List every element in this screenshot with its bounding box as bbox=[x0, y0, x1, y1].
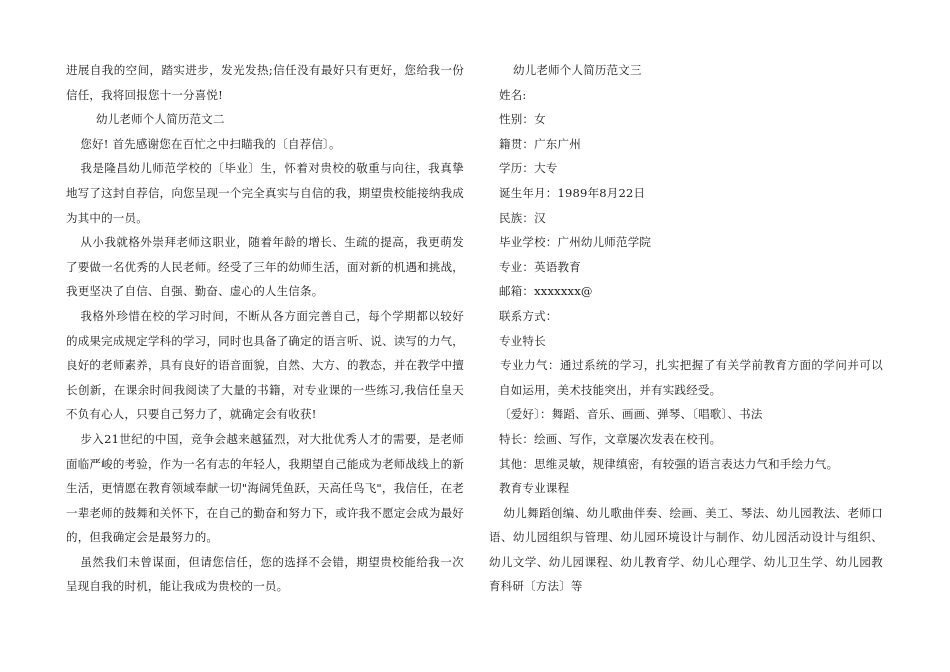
field-major: 专业：英语教育 bbox=[499, 259, 581, 274]
field-ethnicity: 民族：汉 bbox=[499, 210, 546, 225]
continued-paragraph: 进展自我的空间，踏实进步，发光发热;信任没有最好只有更好，您给我一份信任，我将回报您十一分喜悦! bbox=[66, 63, 464, 102]
courses-heading: 教育专业课程 bbox=[499, 481, 570, 496]
left-column bbox=[66, 58, 464, 599]
skill-paragraph: 专业力气：通过系统的学习，扎实把握了有关学前教育方面的学问并可以自如运用，美术技能突出，并有实践经受。 bbox=[499, 358, 883, 397]
field-education: 学历：大专 bbox=[499, 161, 558, 176]
section-title-2: 幼儿老师个人简历范文二 bbox=[96, 112, 225, 127]
paragraph-4: 步入21世纪的中国，竞争会越来越猛烈，对大批优秀人才的需要，是老师面临严峻的考验，作为一名有志的年轻人，我期望自己能成为老师战线上的新生活，更情愿在教育领域奉献一切"海阔凭鱼跃，天高任鸟飞"，我信任，在老一辈老师的鼓舞和关怀下，在自己的勤奋和努力下，或许我不愿定会成为最好的，但我确定会是最努力的。 bbox=[66, 431, 464, 545]
field-gender: 性别：女 bbox=[499, 112, 546, 127]
strengths-line: 特长：绘画、写作，文章屡次发表在校刊。 bbox=[499, 431, 722, 446]
field-school: 毕业学校：广州幼儿师范学院 bbox=[499, 235, 652, 250]
field-birth: 诞生年月：1989年8月22日 bbox=[499, 185, 646, 200]
field-email: 邮箱：xxxxxxx@ bbox=[499, 284, 593, 299]
paragraph-5: 虽然我们未曾谋面，但请您信任，您的选择不会错，期望贵校能给我一次呈现自我的时机，能让我成为贵校的一员。 bbox=[66, 554, 464, 594]
others-line: 其他：思维灵敏，规律缜密，有较强的语言表达力气和手绘力气。 bbox=[499, 456, 839, 471]
greeting-line: 您好! 首先感谢您在百忙之中扫瞄我的〔自荐信〕。 bbox=[80, 136, 341, 151]
specialty-heading: 专业特长 bbox=[499, 333, 546, 348]
section-title-3: 幼儿老师个人简历范文三 bbox=[513, 63, 642, 77]
paragraph-3: 我格外珍惜在校的学习时间，不断从各方面完善自己，每个学期都以较好的成果完成规定学科的学习，同时也具备了确定的语言听、说、读写的力气，良好的老师素养，具有良好的语音面貌，自然、大方、的教态，并在教学中擅长创新，在课余时间我阅读了大量的书籍，对专业课的一些练习,我信任皇天不负有心人，只要自己努力了，就确定会有收获! bbox=[66, 308, 464, 422]
field-name: 姓名: bbox=[499, 87, 527, 102]
right-column bbox=[489, 58, 883, 599]
hobbies-line: 〔爱好〕：舞蹈、音乐、画画、弹琴、〔唱歌〕、书法 bbox=[499, 407, 763, 422]
paragraph-2: 从小我就格外崇拜老师这职业，随着年龄的增长、生疏的提高，我更萌发了要做一名优秀的人民老师。经受了三年的幼师生活，面对新的机遇和挑战，我更坚决了自信、自强、勤奋、虚心的人生信条。 bbox=[66, 235, 464, 299]
courses-paragraph: 幼儿舞蹈创编、幼儿歌曲伴奏、绘画、美工、琴法、幼儿园教法、老师口语、幼儿园组织与管理、幼儿园环境设计与制作、幼儿园活动设计与组织、幼儿文学、幼儿园课程、幼儿教育学、幼儿心理学、幼儿卫生学、幼儿园教育科研〔方法〕等 bbox=[489, 505, 883, 594]
field-hometown: 籍贯：广东广州 bbox=[499, 136, 581, 151]
paragraph-1: 我是隆昌幼儿师范学校的〔毕业〕生，怀着对贵校的敬重与向往，我真挚地写了这封自荐信，向您呈现一个完全真实与自信的我，期望贵校能接纳我成为其中的一员。 bbox=[66, 161, 464, 225]
field-contact: 联系方式： bbox=[499, 308, 558, 323]
